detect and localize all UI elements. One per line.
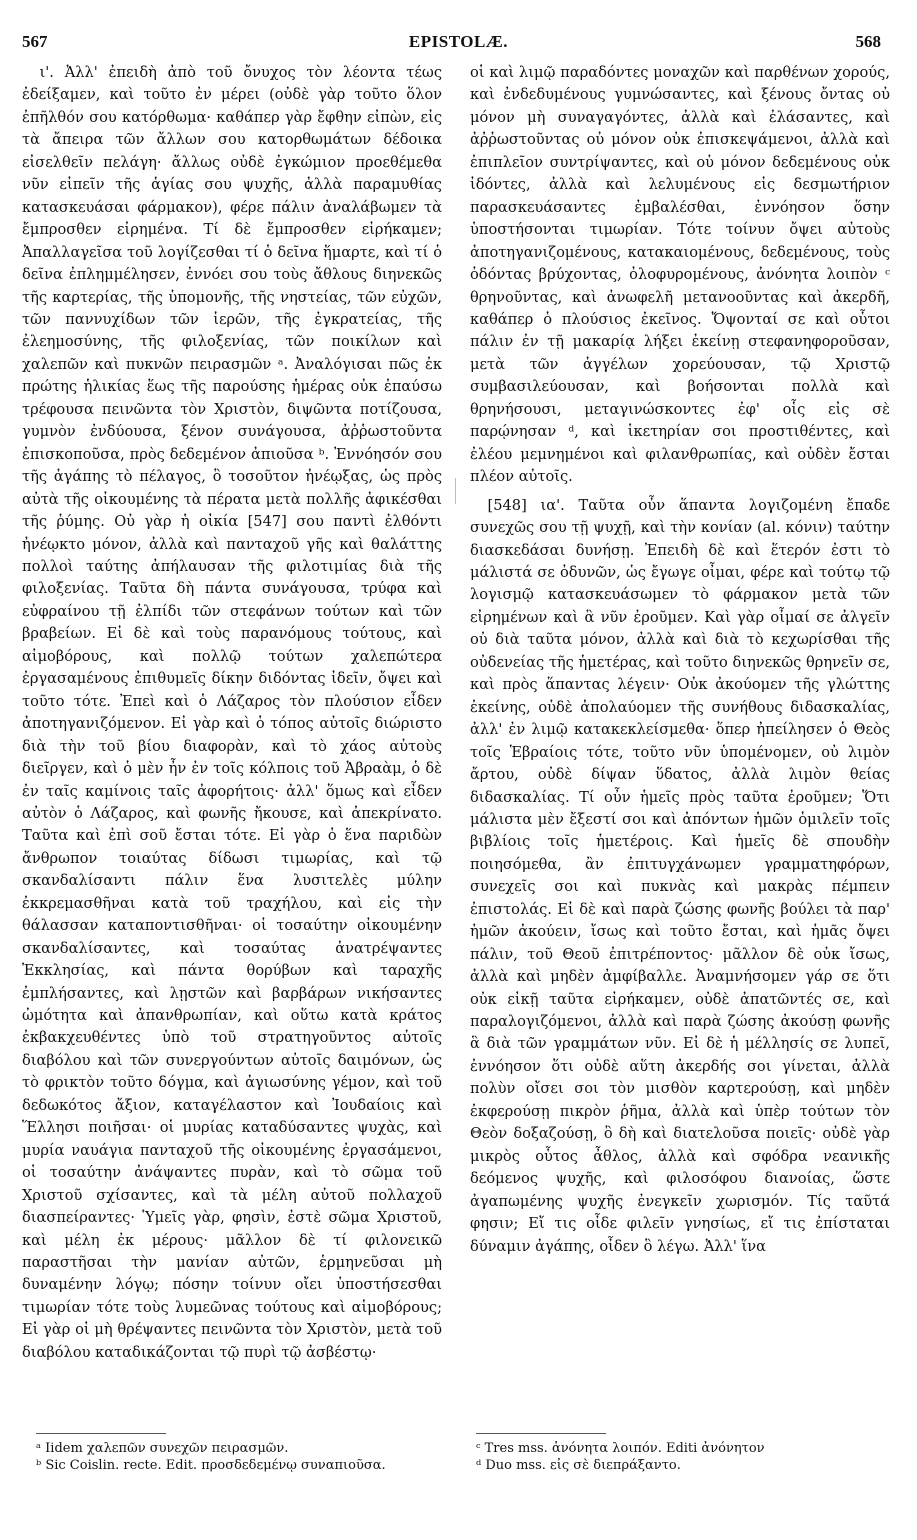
page-number-right: 568	[855, 32, 881, 51]
paragraph-right-1: οἱ καὶ λιμῷ παραδόντες μοναχῶν καὶ παρθένων χορούς, καὶ ἐνδεδυμένους γυμνώσαντες, καὶ ξένους ὄντας οὐ μόνον μὴ συναγαγόντες, ἀλλὰ καὶ ἐλάσαντες, καὶ ἀῤῥωστοῦντας οὐ μόνον οὐκ ἐπισκεψάμενοι, ἀλλὰ καὶ ἐπιπλεῖον συντρίψαντες, καὶ οὐ μόνον δεδεμένους οὐκ ἰδόντες, ἀλλὰ καὶ λελυμένους εἰς δεσμωτήριον παρασκευάσαντες ἐμβαλέσθαι, ἐννόησον ὅσην ὑποστήσονται τιμωρίαν. Τότε τοίνυν ὄψει αὐτοὺς ἀποτηγανιζομένους, κατακαιομένους, δεδεμένους, τοὺς ὀδόντας βρύχοντας, ὀλοφυρομένους, ἀνόνητα λοιπὸν ᶜ θρηνοῦντας, καὶ ἀνωφελῆ μετανοοῦντας καὶ ἀκερδῆ, καθάπερ ὁ πλούσιος ἐκεῖνος. Ὄψονταί σε καὶ οὗτοι πάλιν ἐν τῇ μακαρίᾳ λήξει ἐκείνῃ στεφανηφοροῦσαν, μετὰ τῶν ἀγγέλων χορεύουσαν, τῷ Χριστῷ συμβασιλεύουσαν, καὶ βοήσονται πολλὰ καὶ θρηνήσουσι, μεταγινώσκοντες ἐφ' οἷς εἰς σὲ παρῴνησαν ᵈ, καὶ ἱκετηρίαν σοι προστιθέντες, καὶ ἐλέου μεμνημένοι καὶ φιλανθρωπίας, καὶ οὐδὲν ἔσται πλέον αὐτοῖς.	[470, 64, 890, 486]
running-title: EPISTOLÆ.	[408, 32, 509, 51]
paragraph-right-2: [548] ια'. Ταῦτα οὖν ἅπαντα λογιζομένη ἔπαδε συνεχῶς σου τῇ ψυχῇ, καὶ τὴν κονίαν (al. κόνιν) ταύτην διασκεδάσαι δυνήσῃ. Ἐπειδὴ δὲ καὶ ἕτερόν ἐστι τὸ μάλιστά σε ὀδυνῶν, ὡς ἔγωγε οἶμαι, φέρε καὶ τούτῳ τῷ λογισμῷ κατασκευάσωμεν τὸ φάρμακον μετὰ τῶν εἰρημένων καὶ ἃ νῦν ἐροῦμεν. Καὶ γὰρ οἶμαί σε ἀλγεῖν οὐ διὰ ταῦτα μόνον, ἀλλὰ καὶ διὰ τὸ κεχωρίσθαι τῆς οὐδενείας τῆς ἡμετέρας, καὶ τοῦτο διηνεκῶς θρηνεῖν σε, καὶ πρὸς ἅπαντας λέγειν· Οὐκ ἀκούομεν τῆς γλώττης ἐκείνης, οὐδὲ ἀπολαύομεν τῆς συνήθους διδασκαλίας, ἀλλ' ἐν λιμῷ κατακεκλείσμεθα· ὅπερ ἠπείλησεν ὁ Θεὸς τοῖς Ἑβραίοις τότε, τοῦτο νῦν ὑπομένομεν, οὐ λιμὸν ἄρτου, οὐδὲ δίψαν ὕδατος, ἀλλὰ λιμὸν θείας διδασκαλίας. Τί οὖν ἡμεῖς πρὸς ταῦτα ἐροῦμεν; Ὅτι μάλιστα μὲν ἔξεστί σοι καὶ ἀπόντων ἡμῶν ὁμιλεῖν τοῖς βιβλίοις τοῖς ἡμετέροις. Καὶ ἡμεῖς δὲ σπουδὴν ποιησόμεθα, ἂν ἐπιτυγχάνωμεν γραμματηφόρων, συνεχεῖς σοι καὶ πυκνὰς καὶ μακρὰς πέμπειν ἐπιστολάς. Εἰ δὲ καὶ παρὰ ζώσης φωνῆς βούλει τὰ παρ' ἡμῶν ἀκούειν, ἴσως καὶ τοῦτο ἔσται, καὶ ἡμᾶς ὄψει πάλιν, τοῦ Θεοῦ ἐπιτρέποντος· μᾶλλον δὲ οὐκ ἴσως, ἀλλὰ καὶ μηδὲν ἀμφίβαλλε. Ἀναμνήσομεν γάρ σε ὅτι οὐκ εἰκῇ ταῦτα εἰρήκαμεν, οὐδὲ ἀπατῶντές σε, καὶ παραλογιζόμενοι, ἀλλὰ καὶ παρὰ ζώσης ἀκούσῃ φωνῆς ἃ διὰ τῶν γραμμάτων νῦν. Εἰ δὲ ἡ μέλλησίς σε λυπεῖ, ἐννόησον ὅτι οὐδὲ αὕτη ἀκερδής σοι γίνεται, ἀλλὰ πολὺν οἴσει σοι τὸν μισθὸν καρτερούσῃ, καὶ μηδὲν ἐκφερούσῃ πικρὸν ῥῆμα, ἀλλὰ καὶ ὑπὲρ τούτων τὸν Θεὸν δοξαζούσῃ, ὃ δὴ καὶ διατελοῦσα ποιεῖς· οὐδὲ γὰρ μικρὸς οὗτος ἆθλος, ἀλλὰ καὶ σφόδρα νεανικῆς δεόμενος ψυχῆς, καὶ φιλοσόφου διανοίας, ὥστε ἀγαπωμένης ψυχῆς ἐνεγκεῖν χωρισμόν. Τίς ταῦτά φησιν; Εἴ τις οἶδε φιλεῖν γνησίως, εἴ τις ἐπίσταται δύναμιν ἀγάπης, οἶδεν ὃ λέγω. Ἀλλ' ἵνα	[470, 496, 890, 1255]
footnote-a: ᵃ Iidem χαλεπῶν συνεχῶν πειρασμῶν.	[36, 1441, 289, 1456]
running-header	[0, 32, 917, 58]
footnote-c: ᶜ Tres mss. ἀνόνητα λοιπόν. Editi ἀνόνητον	[476, 1441, 765, 1456]
footnote-b: ᵇ Sic Coislin. recte. Edit. προσδεδεμένῳ συναπιοῦσα.	[36, 1458, 386, 1473]
column-divider-mark	[455, 478, 456, 504]
paragraph-left-1: ι'. Ἀλλ' ἐπειδὴ ἀπὸ τοῦ ὄνυχος τὸν λέοντα τέως ἐδείξαμεν, καὶ τοῦτο ἐν μέρει (οὐδὲ γὰρ τοῦτο ὅλον ἐπῆλθόν σου κατόρθωμα· καθάπερ γὰρ ἔφθην εἰπὼν, εἰς τὰ ἄπειρα τῶν ἄλλων σου κατορθωμάτων δέδοικα εἰσελθεῖν πελάγη· ἄλλως οὐδὲ ἐγκώμιον προεθέμεθα νῦν εἰπεῖν τῆς ἁγίας σου ψυχῆς, ἀλλὰ παραμυθίας κατασκευάσαι φάρμακον), φέρε πάλιν ἀναλάβωμεν τὰ ἔμπροσθεν εἰρημένα. Τί δὲ ἔμπροσθεν εἰρήκαμεν; Ἀπαλλαγεῖσα τοῦ λογίζεσθαι τί ὁ δεῖνα ἥμαρτε, καὶ τί ὁ δεῖνα ἐπλημμέλησεν, ἐννόει σου τοὺς ἄθλους διηνεκῶς τῆς καρτερίας, τῆς ὑπομονῆς, τῆς νηστείας, τῶν εὐχῶν, τῶν παννυχίδων τῶν ἱερῶν, τῆς ἐγκρατείας, τῆς ἐλεημοσύνης, τῆς φιλοξενίας, τῶν ποικίλων καὶ χαλεπῶν καὶ πυκνῶν πειρασμῶν ᵃ. Ἀναλόγισαι πῶς ἐκ πρώτης ἡλικίας ἕως τῆς παρούσης ἡμέρας οὐκ ἐπαύσω τρέφουσα πεινῶντα τὸν Χριστὸν, διψῶντα ποτίζουσα, γυμνὸν ἐνδύουσα, ξένον συνάγουσα, ἀῤῥωστοῦντα ἐπισκοποῦσα, πρὸς δεδεμένον ἀπιοῦσα ᵇ. Ἐννόησόν σου τῆς ἀγάπης τὸ πέλαγος, ὃ τοσοῦτον ἠνέῳξας, ὡς πρὸς αὐτὰ τῆς οἰκουμένης τὰ πέρατα μετὰ πολλῆς ἀφικέσθαι τῆς ῥύμης. Οὐ γὰρ ἡ οἰκία [547] σου παντὶ ἐλθόντι ἠνέῳκτο μόνον, ἀλλὰ καὶ πανταχοῦ γῆς καὶ θαλάττης πολλοὶ ταύτης ἀπήλαυσαν τῆς φιλοτιμίας διὰ τῆς φιλοξενίας. Ταῦτα δὴ πάντα συνάγουσα, τρύφα καὶ εὐφραίνου τῇ ἐλπίδι τῶν στεφάνων τούτων καὶ τῶν βραβείων. Εἰ δὲ καὶ τοὺς παρανόμους τούτους, καὶ αἱμοβόρους, καὶ πολλῷ τούτων χαλεπώτερα ἐργασαμένους ἐπιθυμεῖς δίκην διδόντας ἰδεῖν, ὄψει καὶ τοῦτο τότε. Ἐπεὶ καὶ ὁ Λάζαρος τὸν πλούσιον εἶδεν ἀποτηγανιζόμενον. Εἰ γὰρ καὶ ὁ τόπος αὐτοῖς διώριστο διὰ τὴν τοῦ βίου διαφορὰν, καὶ τὸ χάος αὐτοὺς διεῖργεν, καὶ ὁ μὲν ἦν ἐν τοῖς κόλποις τοῦ Ἀβραὰμ, ὁ δὲ ἐν ταῖς καμίνοις ταῖς ἀφορήτοις· ἀλλ' ὅμως καὶ εἶδεν αὐτὸν ὁ Λάζαρος, καὶ φωνῆς ἤκουσε, καὶ ἀπεκρίνατο. Ταῦτα καὶ ἐπὶ σοῦ ἔσται τότε. Εἰ γὰρ ὁ ἕνα παριδὼν ἄνθρωπον τοιαύτας δίδωσι τιμωρίας, καὶ τῷ σκανδαλίσαντι πάλιν ἕνα λυσιτελὲς μύλην ἐκκρεμασθῆναι κατὰ τοῦ τραχήλου, καὶ εἰς τὴν θάλασσαν καταποντισθῆναι· οἱ τοσαύτην οἰκουμένην σκανδαλίσαντες, καὶ τοσαύτας ἀνατρέψαντες Ἐκκλησίας, καὶ πάντα θορύβων καὶ ταραχῆς ἐμπλήσαντες, καὶ λῃστῶν καὶ βαρβάρων νικήσαντες ὠμότητα καὶ ἀπανθρωπίαν, καὶ οὕτω κατὰ κράτος ἐκβακχευθέντες ὑπὸ τοῦ στρατηγοῦντος αὐτοῖς διαβόλου καὶ τῶν συνεργούντων αὐτοῖς δαιμόνων, ὡς τὸ φρικτὸν τοῦτο δόγμα, καὶ ἀγιωσύνης γέμον, καὶ τοῦ δεδωκότος ἄξιον, καταγέλαστον καὶ Ἰουδαίοις καὶ Ἕλλησι ποιῆσαι· οἱ μυρίας καταδύσαντες ψυχὰς, καὶ μυρία ναυάγια πανταχοῦ τῆς οἰκουμένης ἐργασάμενοι, οἱ τοσαύτην ἀνάψαντες πυρὰν, καὶ τὸ σῶμα τοῦ Χριστοῦ σχίσαντες, καὶ τὰ μέλη αὐτοῦ πολλαχοῦ διασπείραντες· Ὑμεῖς γὰρ, φησὶν, ἐστὲ σῶμα Χριστοῦ, καὶ μέλη ἐκ μέρους· μᾶλλον δὲ τί φιλονεικῶ παραστῆσαι τὴν μανίαν αὐτῶν, ἑρμηνεῦσαι μὴ δυναμένην λόγῳ; πόσην τοίνυν οἴει ὑποστήσεσθαι τιμωρίαν τότε τοὺς λυμεῶνας τούτους καὶ αἱμοβόρους; Εἰ γὰρ οἱ μὴ θρέψαντες πεινῶντα τὸν Χριστὸν, μετὰ τοῦ διαβόλου καταδικάζονται τῷ πυρὶ τῷ ἀσβέστῳ·	[22, 64, 442, 1361]
footnotes-left	[36, 1440, 456, 1474]
right-column	[470, 62, 890, 1258]
page-number-left: 567	[22, 32, 48, 51]
footnote-separator-right	[476, 1433, 606, 1434]
footnote-d: ᵈ Duo mss. εἰς σὲ διεπράξαντο.	[476, 1458, 681, 1473]
footnotes-right	[476, 1440, 896, 1474]
left-column	[22, 62, 442, 1364]
footnote-separator-left	[36, 1433, 166, 1434]
